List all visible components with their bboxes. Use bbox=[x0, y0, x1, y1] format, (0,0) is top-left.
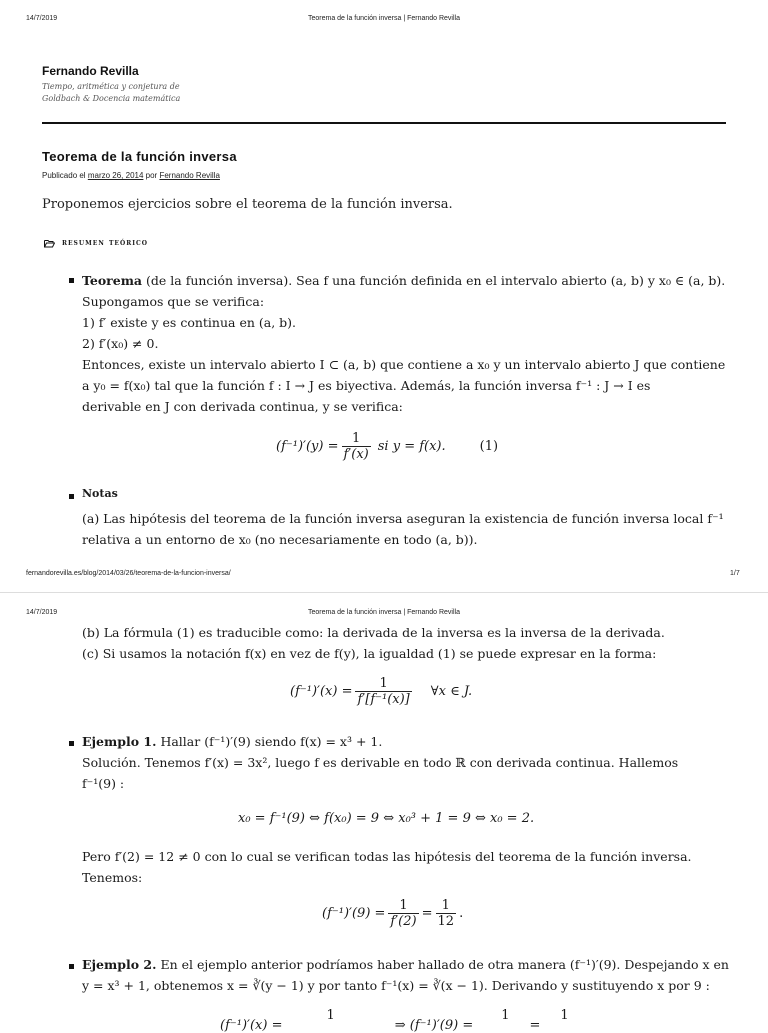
header-divider bbox=[42, 122, 726, 124]
equation-2 bbox=[290, 676, 472, 707]
eq1-numerator: 1 bbox=[351, 431, 361, 446]
site-tagline bbox=[42, 81, 180, 105]
intro-paragraph: Proponemos ejercicios sobre el teorema de la función inversa. bbox=[42, 197, 453, 212]
ejemplo1-line-2: Solución. Tenemos f′(x) = 3x², luego f es derivable en todo ℝ con derivada continua. Hallemos bbox=[82, 755, 679, 770]
section-heading[interactable] bbox=[44, 238, 148, 248]
teorema-line-6: a y₀ = f(x₀) tal que la función f : I → J es biyectiva. Además, la función inversa f⁻¹ : J → I es bbox=[82, 378, 651, 393]
eq5-mid: ⇒ (f⁻¹)′(9) = bbox=[394, 1018, 474, 1033]
equation-4 bbox=[322, 898, 463, 929]
ejemplo1-text: Hallar (f⁻¹)′(9) siendo f(x) = x³ + 1. bbox=[160, 734, 383, 749]
eq2-denominator: f′[f⁻¹(x)] bbox=[357, 692, 410, 707]
notas-block bbox=[82, 508, 732, 550]
eq4-lhs: (f⁻¹)′(9) = bbox=[322, 906, 386, 921]
eq5-equals: = bbox=[529, 1018, 541, 1033]
eq4-fraction-2 bbox=[436, 898, 457, 929]
eq1-lhs: (f⁻¹)′(y) = bbox=[276, 439, 339, 454]
print-date: 14/7/2019 bbox=[26, 609, 58, 616]
ejemplo1-line-4: Pero f′(2) = 12 ≠ 0 con lo cual se verifican todas las hipótesis del teorema de la función inversa. bbox=[82, 849, 692, 864]
notas-line-2: relativa a un entorno de x₀ (no necesariamente en todo (a, b)). bbox=[82, 532, 478, 547]
eq5-numerator-2: 1 bbox=[501, 1008, 510, 1023]
eq5-lhs: (f⁻¹)′(x) = bbox=[220, 1018, 283, 1033]
post-date-link[interactable]: marzo 26, 2014 bbox=[87, 171, 144, 180]
ejemplo1-line-5: Tenemos: bbox=[82, 870, 143, 885]
teorema-label: Teorema bbox=[82, 273, 143, 288]
list-bullet bbox=[69, 964, 74, 969]
teorema-text: (de la función inversa). Sea f una función definida en el intervalo abierto (a, b) y x₀ ∈ (a, b). bbox=[146, 273, 726, 288]
eq4-denominator-2: 12 bbox=[437, 914, 455, 929]
author-link[interactable]: Fernando Revilla bbox=[159, 171, 220, 180]
eq4-numerator-2: 1 bbox=[441, 898, 450, 913]
ejemplo1-line-1 bbox=[82, 731, 732, 752]
notas-line-b: (b) La fórmula (1) es traducible como: la derivada de la inversa es la inversa de la derivada. bbox=[82, 625, 665, 640]
ejemplo1-conclusion bbox=[82, 846, 732, 888]
equation-5 bbox=[220, 1008, 569, 1033]
eq1-rhs: si y = f(x). bbox=[377, 439, 446, 454]
ejemplo1-block bbox=[82, 731, 732, 794]
eq2-lhs: (f⁻¹)′(x) = bbox=[290, 684, 353, 699]
print-footer-page: 1/7 bbox=[730, 570, 740, 577]
eq4-denominator-1: f′(2) bbox=[390, 914, 417, 929]
post-title: Teorema de la función inversa bbox=[42, 149, 237, 164]
ejemplo1-label: Ejemplo 1. bbox=[82, 734, 157, 749]
eq4-numerator-1: 1 bbox=[399, 898, 408, 913]
ejemplo1-line-3: f⁻¹(9) : bbox=[82, 776, 125, 791]
eq2-fraction bbox=[355, 676, 411, 707]
tagline-line-1: Tiempo, aritmética y conjetura de bbox=[42, 82, 180, 91]
teorema-line-4: 2) f′(x₀) ≠ 0. bbox=[82, 336, 159, 351]
equation-3: x₀ = f⁻¹(9) ⇔ f(x₀) = 9 ⇔ x₀³ + 1 = 9 ⇔ x₀ = 2. bbox=[238, 811, 535, 826]
eq2-numerator: 1 bbox=[379, 676, 388, 691]
print-date: 14/7/2019 bbox=[26, 15, 58, 22]
site-title[interactable]: Fernando Revilla bbox=[42, 64, 139, 78]
eq4-fraction-1 bbox=[388, 898, 418, 929]
notas-line-1: (a) Las hipótesis del teorema de la función inversa aseguran la existencia de función inversa local f⁻¹ bbox=[82, 511, 724, 526]
eq1-fraction bbox=[342, 431, 371, 462]
teorema-line-1 bbox=[82, 270, 732, 291]
eq1-tag: (1) bbox=[479, 439, 499, 454]
post-meta bbox=[42, 171, 220, 180]
teorema-line-7: derivable en J con derivada continua, y se verifica: bbox=[82, 399, 403, 414]
print-header-title: Teorema de la función inversa | Fernando Revilla bbox=[307, 609, 460, 616]
teorema-line-5: Entonces, existe un intervalo abierto I ⊂ (a, b) que contiene a x₀ y un intervalo abierto J que contiene bbox=[82, 357, 726, 372]
list-bullet bbox=[69, 494, 74, 499]
teorema-block bbox=[82, 270, 732, 417]
eq1-denominator: f′(x) bbox=[343, 447, 369, 462]
tagline-line-2: Goldbach & Docencia matemática bbox=[42, 94, 181, 103]
folder-open-icon bbox=[44, 239, 55, 248]
eq2-rhs: ∀x ∈ J. bbox=[430, 684, 473, 699]
teorema-line-2: Supongamos que se verifica: bbox=[82, 294, 265, 309]
eq5-numerator-3: 1 bbox=[560, 1008, 569, 1023]
eq4-period: . bbox=[459, 906, 464, 921]
ejemplo2-line-2: y = x³ + 1, obtenemos x = ∛(y − 1) y por tanto f⁻¹(x) = ∛(x − 1). Derivando y sustituyendo x por 9 : bbox=[82, 978, 710, 993]
list-bullet bbox=[69, 278, 74, 283]
list-bullet bbox=[69, 741, 74, 746]
print-header-title: Teorema de la función inversa | Fernando Revilla bbox=[307, 15, 460, 22]
print-footer-url: fernandorevilla.es/blog/2014/03/26/teorema-de-la-funcion-inversa/ bbox=[26, 570, 231, 577]
page-break bbox=[0, 592, 768, 593]
equation-1 bbox=[276, 431, 498, 462]
teorema-line-3: 1) f′ existe y es continua en (a, b). bbox=[82, 315, 296, 330]
meta-by-label: por bbox=[145, 171, 158, 180]
ejemplo2-label: Ejemplo 2. bbox=[82, 957, 157, 972]
eq4-equals: = bbox=[421, 906, 433, 921]
ejemplo2-text: En el ejemplo anterior podríamos haber hallado de otra manera (f⁻¹)′(9). Despejando x en bbox=[160, 957, 729, 972]
section-label: resumen teórico bbox=[62, 238, 149, 248]
meta-published-label: Publicado el bbox=[42, 171, 86, 180]
ejemplo2-line-1 bbox=[82, 954, 752, 975]
notas-label: Notas bbox=[82, 487, 118, 500]
eq5-numerator: 1 bbox=[326, 1008, 335, 1023]
notas-line-c: (c) Si usamos la notación f(x) en vez de f(y), la igualdad (1) se puede expresar en la forma: bbox=[82, 646, 657, 661]
notas-continued bbox=[82, 622, 732, 664]
ejemplo2-block bbox=[82, 954, 752, 996]
